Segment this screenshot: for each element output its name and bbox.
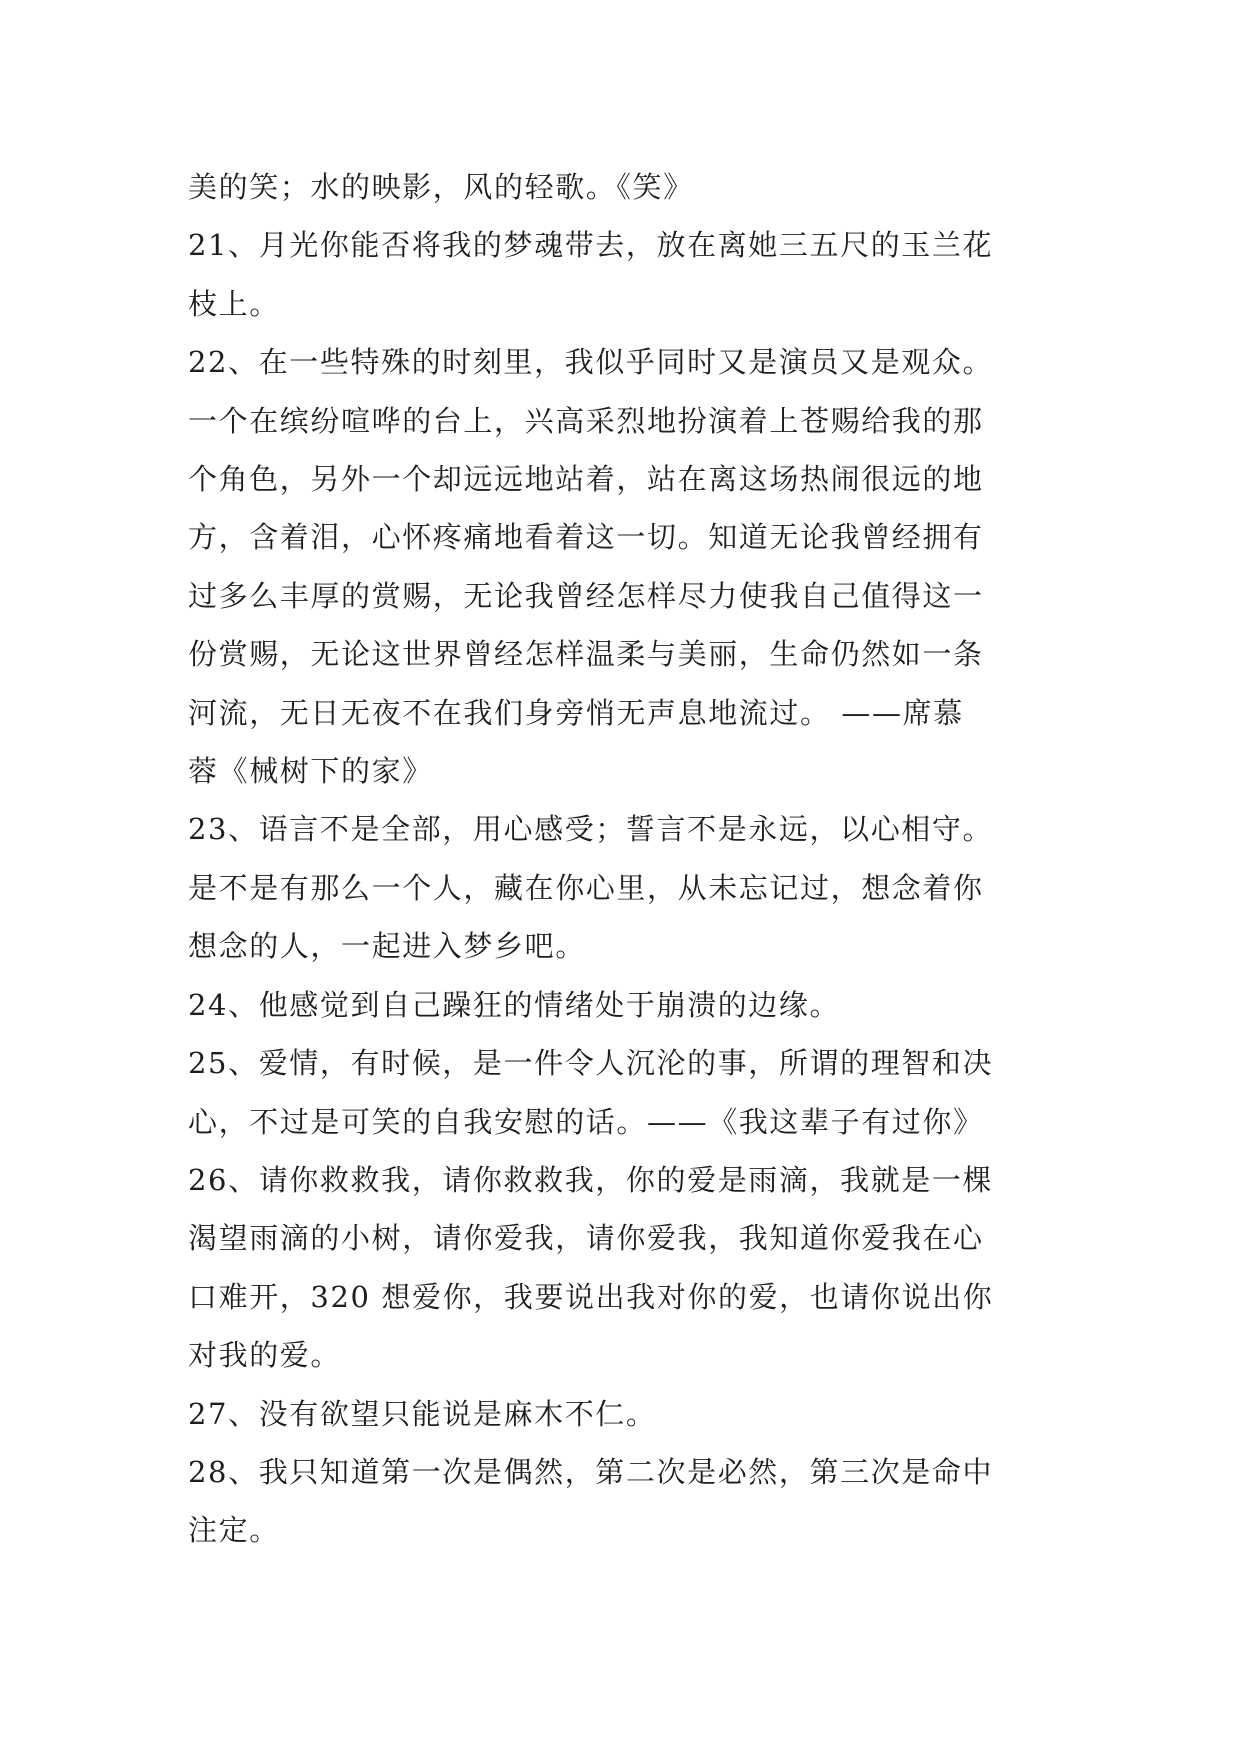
text-line: 26、请你救救我，请你救救我，你的爱是雨滴，我就是一棵: [188, 1162, 994, 1197]
text-line: 份赏赐，无论这世界曾经怎样温柔与美丽，生命仍然如一条: [188, 637, 984, 672]
text-line: 28、我只知道第一次是偶然，第二次是必然，第三次是命中: [188, 1454, 994, 1489]
text-line: 渴望雨滴的小树，请你爱我，请你爱我，我知道你爱我在心: [188, 1221, 984, 1256]
text-line: 对我的爱。: [188, 1338, 342, 1373]
text-line: 25、爱情，有时候，是一件令人沉沦的事，所谓的理智和决: [188, 1046, 994, 1081]
paragraph-23: [188, 800, 1068, 975]
text-line: 过多么丰厚的赏赐，无论我曾经怎样尽力使我自己值得这一: [188, 578, 984, 613]
text-line: 河流，无日无夜不在我们身旁悄无声息地流过。 ——席慕: [188, 695, 964, 730]
text-line: 24、他感觉到自己躁狂的情绪处于崩溃的边缘。: [188, 987, 841, 1022]
paragraph-21: [188, 216, 1068, 333]
document-body: [188, 158, 1068, 1560]
paragraph-26: [188, 1151, 1068, 1385]
paragraph-28: [188, 1443, 1068, 1560]
paragraph-27: [188, 1385, 1068, 1443]
text-line: 方，含着泪，心怀疼痛地看着这一切。知道无论我曾经拥有: [188, 520, 984, 555]
text-line: 23、语言不是全部，用心感受；誓言不是永远，以心相守。: [188, 812, 994, 847]
text-line: 个角色，另外一个却远远地站着，站在离这场热闹很远的地: [188, 462, 984, 497]
text-line: 注定。: [188, 1513, 280, 1548]
text-line: 是不是有那么一个人，藏在你心里，从未忘记过，想念着你: [188, 870, 984, 905]
paragraph-22: [188, 333, 1068, 800]
text-line: 枝上。: [188, 286, 280, 321]
paragraph: [188, 158, 1068, 216]
paragraph-25: [188, 1034, 1068, 1151]
text-line: 27、没有欲望只能说是麻木不仁。: [188, 1396, 657, 1431]
text-line: 21、月光你能否将我的梦魂带去，放在离她三五尺的玉兰花: [188, 228, 994, 263]
text-line: 口难开，320 想爱你，我要说出我对你的爱，也请你说出你: [188, 1279, 994, 1314]
text-line: 一个在缤纷喧哗的台上，兴高采烈地扮演着上苍赐给我的那: [188, 403, 984, 438]
paragraph-24: [188, 976, 1068, 1034]
text-line: 心，不过是可笑的自我安慰的话。——《我这辈子有过你》: [188, 1104, 984, 1139]
text-line: 22、在一些特殊的时刻里，我似乎同时又是演员又是观众。: [188, 345, 994, 380]
text-line: 蓉《械树下的家》: [188, 754, 433, 789]
text-line: 想念的人，一起进入梦乡吧。: [188, 929, 586, 964]
text-line: 美的笑；水的映影，风的轻歌。《笑》: [188, 170, 694, 204]
